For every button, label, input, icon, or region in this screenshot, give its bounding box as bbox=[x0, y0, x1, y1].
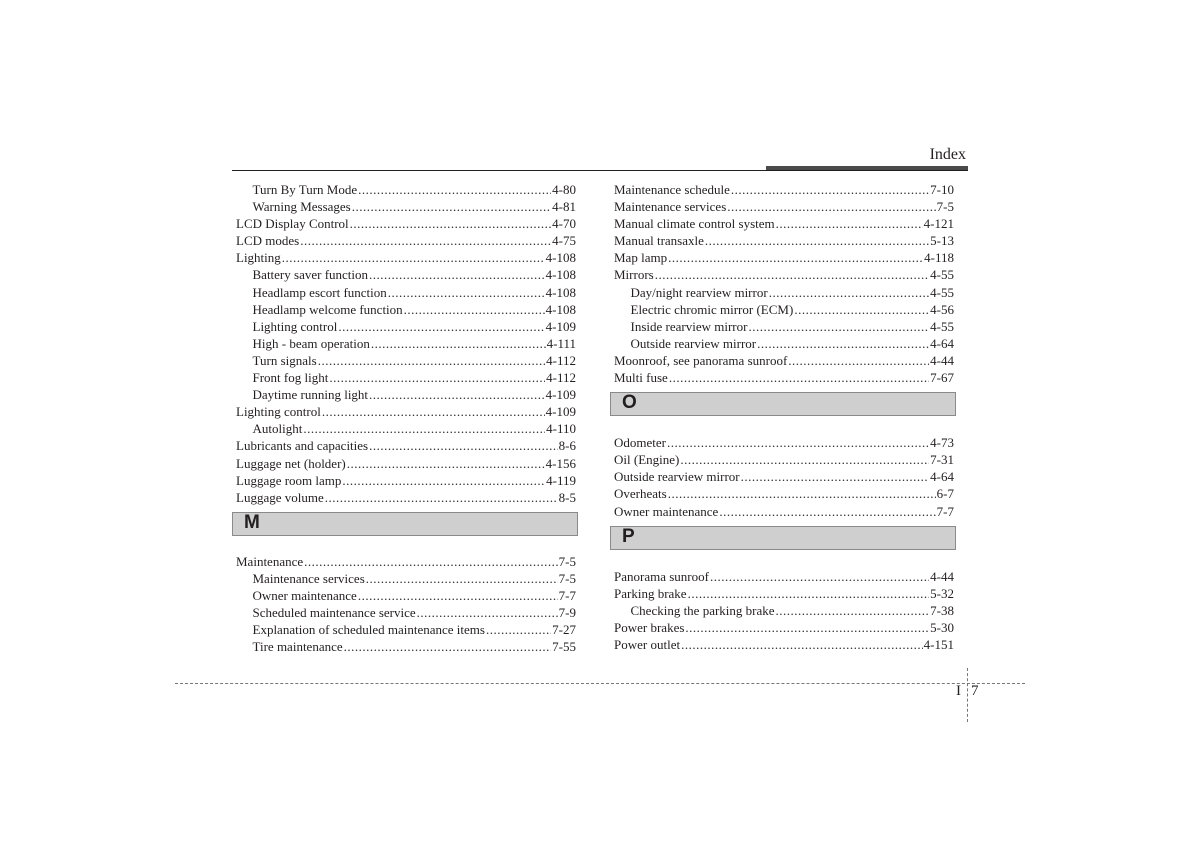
entry-page: 4-109 bbox=[545, 404, 576, 420]
entry-term: Autolight bbox=[252, 421, 303, 437]
entry-term: Tire maintenance bbox=[252, 639, 343, 655]
dot-leader bbox=[282, 249, 545, 266]
entry-page: 7-5 bbox=[558, 570, 576, 586]
dot-leader bbox=[668, 485, 936, 502]
entry-page: 8-6 bbox=[558, 438, 576, 454]
entry-term: Luggage room lamp bbox=[236, 472, 342, 488]
section-header-p bbox=[610, 526, 956, 550]
entry-term: Mirrors bbox=[614, 267, 654, 283]
footer-section-letter: I bbox=[956, 683, 961, 699]
entry-page: 4-81 bbox=[552, 199, 576, 215]
index-subentry[interactable] bbox=[614, 318, 954, 335]
index-entry[interactable] bbox=[614, 434, 954, 451]
index-entry[interactable] bbox=[236, 455, 576, 472]
entry-page: 4-108 bbox=[545, 301, 576, 317]
entry-term: Maintenance services bbox=[252, 570, 365, 586]
entry-term: Outside rearview mirror bbox=[630, 335, 757, 351]
index-subentry[interactable] bbox=[236, 181, 576, 198]
entry-page: 4-55 bbox=[930, 318, 954, 334]
dot-leader bbox=[681, 636, 923, 653]
entry-page: 7-67 bbox=[930, 370, 954, 386]
index-subentry[interactable] bbox=[236, 570, 576, 587]
entry-term: Multi fuse bbox=[614, 370, 668, 386]
dot-leader bbox=[303, 420, 545, 437]
entry-term: Manual transaxle bbox=[614, 233, 704, 249]
index-entry[interactable] bbox=[614, 232, 954, 249]
index-entry[interactable] bbox=[236, 215, 576, 232]
dot-leader bbox=[748, 318, 929, 335]
dot-leader bbox=[788, 352, 929, 369]
entry-page: 8-5 bbox=[558, 489, 576, 505]
dot-leader bbox=[669, 369, 929, 386]
entry-term: Checking the parking brake bbox=[630, 602, 775, 618]
entry-page: 4-118 bbox=[924, 250, 954, 266]
index-entry[interactable] bbox=[614, 369, 954, 386]
entry-page: 7-9 bbox=[558, 605, 576, 621]
dot-leader bbox=[369, 386, 545, 403]
entry-term: Warning Messages bbox=[252, 199, 351, 215]
dot-leader bbox=[757, 335, 929, 352]
dot-leader bbox=[369, 266, 545, 283]
dot-leader bbox=[685, 619, 929, 636]
entry-term: Maintenance services bbox=[614, 199, 727, 215]
index-subentry[interactable] bbox=[236, 335, 576, 352]
dot-leader bbox=[794, 301, 929, 318]
entry-term: Luggage net (holder) bbox=[236, 455, 346, 471]
entry-page: 4-109 bbox=[545, 387, 576, 403]
section-letter: M bbox=[244, 511, 260, 533]
entry-page: 4-55 bbox=[930, 284, 954, 300]
footer-page-divider bbox=[967, 668, 968, 722]
index-entry[interactable] bbox=[614, 181, 954, 198]
entry-term: Front fog light bbox=[252, 370, 329, 386]
dot-leader bbox=[727, 198, 935, 215]
entry-term: Lubricants and capacities bbox=[236, 438, 369, 454]
entry-term: Inside rearview mirror bbox=[630, 318, 748, 334]
index-column-left bbox=[236, 181, 576, 655]
entry-page: 7-5 bbox=[936, 199, 954, 215]
entry-term: Panorama sunroof bbox=[614, 568, 709, 584]
entry-page: 4-156 bbox=[545, 455, 576, 471]
section-letter: P bbox=[622, 525, 635, 547]
dot-leader bbox=[486, 621, 551, 638]
index-subentry[interactable] bbox=[236, 352, 576, 369]
entry-term: Odometer bbox=[614, 435, 666, 451]
entry-term: Outside rearview mirror bbox=[614, 469, 740, 485]
dot-leader bbox=[668, 249, 923, 266]
dot-leader bbox=[731, 181, 929, 198]
index-subentry[interactable] bbox=[236, 621, 576, 638]
entry-term: Moonroof, see panorama sunroof bbox=[614, 352, 788, 368]
dot-leader bbox=[342, 472, 545, 489]
index-entry[interactable] bbox=[614, 485, 954, 502]
entry-page: 4-119 bbox=[546, 472, 576, 488]
index-entry[interactable] bbox=[236, 437, 576, 454]
dot-leader bbox=[366, 570, 558, 587]
entry-term: Maintenance schedule bbox=[614, 182, 730, 197]
entry-page: 7-7 bbox=[558, 587, 576, 603]
index-subentry[interactable] bbox=[614, 301, 954, 318]
dot-leader bbox=[358, 587, 558, 604]
index-entry[interactable] bbox=[236, 232, 576, 249]
index-subentry[interactable] bbox=[236, 604, 576, 621]
entry-term: Lighting control bbox=[236, 404, 321, 420]
dot-leader bbox=[350, 215, 551, 232]
entry-page: 4-55 bbox=[930, 267, 954, 283]
index-entry[interactable] bbox=[614, 249, 954, 266]
dot-leader bbox=[347, 455, 545, 472]
entry-page: 4-108 bbox=[545, 284, 576, 300]
entry-page: 7-38 bbox=[930, 602, 954, 618]
index-entry[interactable] bbox=[614, 198, 954, 215]
dot-leader bbox=[344, 638, 552, 655]
footer-divider bbox=[175, 683, 1025, 684]
dot-leader bbox=[300, 232, 551, 249]
header-rule bbox=[232, 170, 968, 171]
entry-page: 4-109 bbox=[545, 318, 576, 334]
dot-leader bbox=[325, 489, 558, 506]
entry-term: Daytime running light bbox=[252, 387, 369, 403]
index-subentry[interactable] bbox=[236, 587, 576, 604]
entry-page: 6-7 bbox=[936, 486, 954, 502]
dot-leader bbox=[741, 468, 930, 485]
entry-page: 4-44 bbox=[930, 568, 954, 584]
entry-term: LCD Display Control bbox=[236, 216, 349, 232]
entry-page: 4-108 bbox=[545, 250, 576, 266]
dot-leader bbox=[369, 437, 558, 454]
entry-term: Owner maintenance bbox=[252, 587, 357, 603]
dot-leader bbox=[388, 284, 545, 301]
entry-page: 5-13 bbox=[930, 233, 954, 249]
index-subentry[interactable] bbox=[236, 638, 576, 655]
entry-page: 4-110 bbox=[546, 421, 576, 437]
index-entry[interactable] bbox=[236, 249, 576, 266]
entry-page: 4-112 bbox=[546, 352, 576, 368]
index-entry[interactable] bbox=[614, 215, 954, 232]
entry-page: 4-108 bbox=[545, 267, 576, 283]
dot-leader bbox=[710, 568, 929, 585]
entry-term: Headlamp escort function bbox=[252, 284, 387, 300]
footer-page-number: 7 bbox=[971, 683, 979, 699]
index-entry[interactable] bbox=[614, 568, 954, 585]
entry-page: 4-80 bbox=[552, 182, 576, 197]
section-header-m bbox=[232, 512, 578, 536]
entry-term: Owner maintenance bbox=[614, 503, 719, 519]
dot-leader bbox=[329, 369, 545, 386]
entry-page: 7-27 bbox=[552, 622, 576, 638]
dot-leader bbox=[338, 318, 544, 335]
page-title: Index bbox=[929, 146, 966, 163]
entry-page: 4-64 bbox=[930, 469, 954, 485]
index-column-right bbox=[614, 181, 954, 653]
entry-page: 4-111 bbox=[546, 335, 576, 351]
entry-page: 7-31 bbox=[930, 452, 954, 468]
entry-term: High - beam operation bbox=[252, 335, 370, 351]
entry-page: 5-30 bbox=[930, 619, 954, 635]
index-subentry[interactable] bbox=[236, 198, 576, 215]
entry-term: Power outlet bbox=[614, 636, 681, 652]
index-entry[interactable] bbox=[614, 585, 954, 602]
entry-term: Day/night rearview mirror bbox=[630, 284, 768, 300]
index-entry[interactable] bbox=[236, 489, 576, 506]
entry-page: 7-10 bbox=[930, 182, 954, 197]
entry-term: Turn signals bbox=[252, 352, 317, 368]
entry-page: 4-56 bbox=[930, 301, 954, 317]
entry-term: Explanation of scheduled maintenance items bbox=[252, 622, 485, 638]
index-subentry[interactable] bbox=[236, 266, 576, 283]
section-header-o bbox=[610, 392, 956, 416]
entry-term: LCD modes bbox=[236, 233, 300, 249]
entry-term: Luggage volume bbox=[236, 489, 324, 505]
index-entry[interactable] bbox=[614, 468, 954, 485]
entry-page: 4-112 bbox=[546, 370, 576, 386]
dot-leader bbox=[655, 266, 929, 283]
index-subentry[interactable] bbox=[236, 301, 576, 318]
index-entry[interactable] bbox=[614, 266, 954, 283]
entry-term: Electric chromic mirror (ECM) bbox=[630, 301, 794, 317]
dot-leader bbox=[404, 301, 545, 318]
entry-page: 4-121 bbox=[923, 216, 954, 232]
dot-leader bbox=[769, 284, 929, 301]
index-entry[interactable] bbox=[614, 352, 954, 369]
entry-term: Lighting bbox=[236, 250, 281, 266]
dot-leader bbox=[719, 503, 935, 520]
entry-page: 4-151 bbox=[923, 636, 954, 652]
index-subentry[interactable] bbox=[614, 284, 954, 301]
entry-page: 7-55 bbox=[552, 639, 576, 655]
entry-page: 4-75 bbox=[552, 233, 576, 249]
entry-term: Parking brake bbox=[614, 585, 687, 601]
dot-leader bbox=[776, 602, 930, 619]
index-entry[interactable] bbox=[614, 503, 954, 520]
entry-page: 4-44 bbox=[930, 352, 954, 368]
dot-leader bbox=[358, 181, 551, 198]
dot-leader bbox=[776, 215, 923, 232]
entry-page: 5-32 bbox=[930, 585, 954, 601]
dot-leader bbox=[417, 604, 558, 621]
entry-page: 4-70 bbox=[552, 216, 576, 232]
section-letter: O bbox=[622, 392, 637, 414]
dot-leader bbox=[688, 585, 930, 602]
index-subentry[interactable] bbox=[614, 602, 954, 619]
entry-page: 4-73 bbox=[930, 435, 954, 451]
dot-leader bbox=[352, 198, 551, 215]
dot-leader bbox=[705, 232, 929, 249]
entry-term: Maintenance bbox=[236, 553, 304, 569]
dot-leader bbox=[680, 451, 929, 468]
entry-term: Headlamp welcome function bbox=[252, 301, 403, 317]
index-entry[interactable] bbox=[236, 553, 576, 570]
index-subentry[interactable] bbox=[236, 369, 576, 386]
entry-term: Battery saver function bbox=[252, 267, 369, 283]
index-subentry[interactable] bbox=[236, 420, 576, 437]
index-subentry[interactable] bbox=[236, 284, 576, 301]
index-entry[interactable] bbox=[236, 472, 576, 489]
entry-term: Manual climate control system bbox=[614, 216, 775, 232]
index-subentry[interactable] bbox=[614, 335, 954, 352]
entry-term: Map lamp bbox=[614, 250, 668, 266]
dot-leader bbox=[667, 434, 929, 451]
index-subentry[interactable] bbox=[236, 318, 576, 335]
entry-term: Power brakes bbox=[614, 619, 685, 635]
entry-page: 7-7 bbox=[936, 503, 954, 519]
index-entry[interactable] bbox=[614, 619, 954, 636]
entry-term: Turn By Turn Mode bbox=[252, 182, 358, 197]
index-entry[interactable] bbox=[614, 451, 954, 468]
dot-leader bbox=[304, 553, 558, 570]
entry-term: Overheats bbox=[614, 486, 667, 502]
index-entry[interactable] bbox=[614, 636, 954, 653]
index-subentry[interactable] bbox=[236, 386, 576, 403]
entry-page: 4-64 bbox=[930, 335, 954, 351]
dot-leader bbox=[318, 352, 545, 369]
entry-term: Scheduled maintenance service bbox=[252, 605, 416, 621]
entry-term: Oil (Engine) bbox=[614, 452, 680, 468]
entry-term: Lighting control bbox=[252, 318, 338, 334]
dot-leader bbox=[371, 335, 546, 352]
index-entry[interactable] bbox=[236, 403, 576, 420]
dot-leader bbox=[322, 403, 545, 420]
entry-page: 7-5 bbox=[558, 553, 576, 569]
